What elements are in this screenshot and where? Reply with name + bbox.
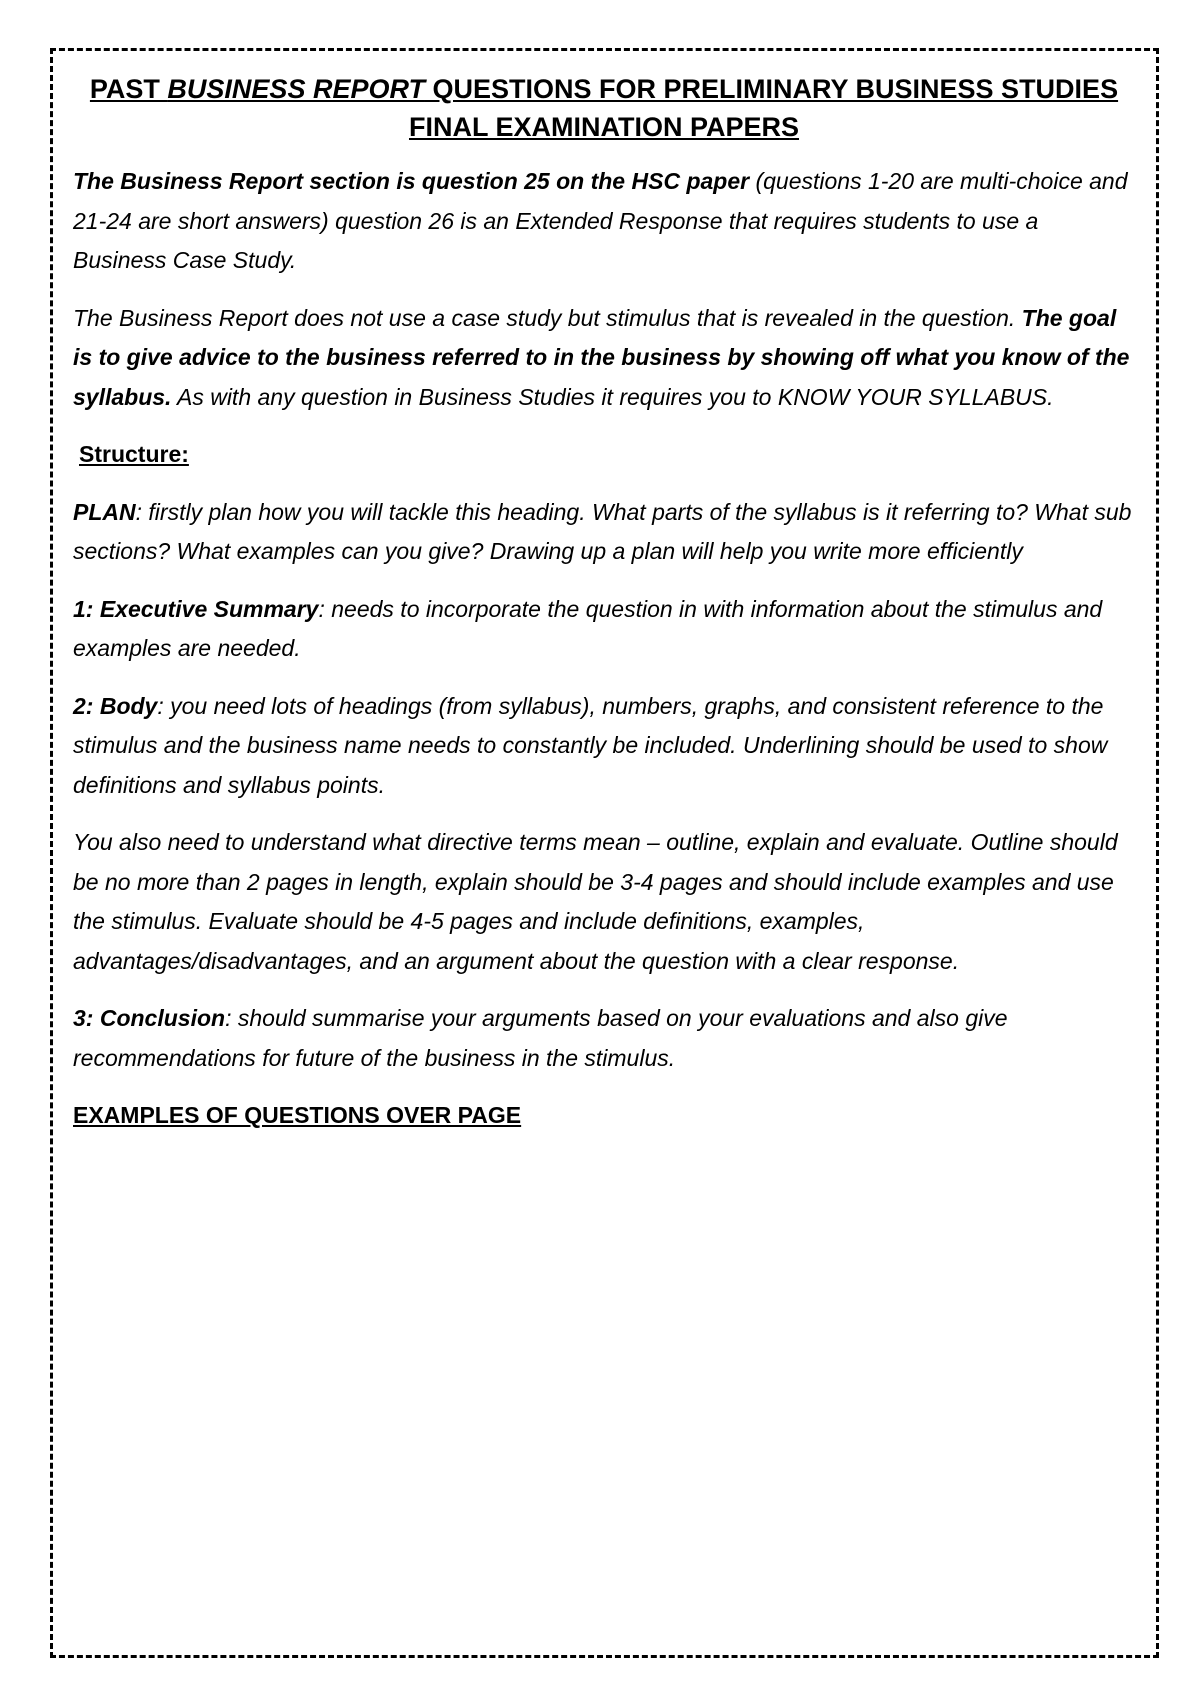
structure-heading: Structure:	[79, 441, 189, 467]
intro-bold-lead: The Business Report section is question 25 on the HSC paper	[73, 168, 750, 194]
plan-paragraph: PLAN: firstly plan how you will tackle this heading. What parts of the syllabus is it referring to? What sub sections? What examples can you give? Drawing up a plan will help you write more efficiently	[73, 498, 1132, 564]
conclusion-paragraph: 3: Conclusion: should summarise your arguments based on your evaluations and also give recommendations for future of the business in the stimulus.	[73, 1005, 1008, 1071]
executive-summary-paragraph: 1: Executive Summary: needs to incorporate the question in with information about the stimulus and examples are needed.	[73, 595, 1103, 661]
body-paragraph: 2: Body: you need lots of headings (from syllabus), numbers, graphs, and consistent reference to the stimulus and the business name needs to constantly be included. Underlining should be used to show definitions and syllabus points.	[73, 692, 1108, 798]
intro-paragraph: The Business Report section is question 25 on the HSC paper (questions 1-20 are multi-choice and 21-24 are short answers) question 26 is an Extended Response that requires students to use a Business Case Study.	[73, 168, 1128, 273]
title-italic-part: BUSINESS REPORT	[167, 74, 425, 104]
page-title: PAST BUSINESS REPORT QUESTIONS FOR PRELIMINARY BUSINESS STUDIES FINAL EXAMINATION PAPERS	[89, 74, 1119, 142]
executive-summary-label: Executive Summary	[99, 595, 319, 622]
plan-label: PLAN	[73, 498, 136, 525]
goal-statement: The goal is to give advice to the business referred to in the business by showing off what you know of the syllabus.	[73, 304, 1130, 410]
document-content	[73, 70, 1135, 1136]
conclusion-label: Conclusion	[99, 1005, 226, 1031]
examples-over-page-heading: EXAMPLES OF QUESTIONS OVER PAGE	[73, 1102, 522, 1128]
directive-terms-paragraph: You also need to understand what directive terms mean – outline, explain and evaluate. Outline should be no more than 2 pages in length, explain should be 3-4 pages and should include examples and use the stimulus. Evaluate should be 4-5 pages and include definitions, examples, advantages/disadvantages, and an argument about the question with a clear response.	[73, 829, 1118, 974]
body-label: Body	[99, 692, 158, 719]
stimulus-paragraph: The Business Report does not use a case study but stimulus that is revealed in the question. The goal is to give advice to the business referred to in the business by showing off what you know of the syllabus. As with any question in Business Studies it requires you to KNOW YOUR SYLLABUS.	[73, 304, 1130, 410]
